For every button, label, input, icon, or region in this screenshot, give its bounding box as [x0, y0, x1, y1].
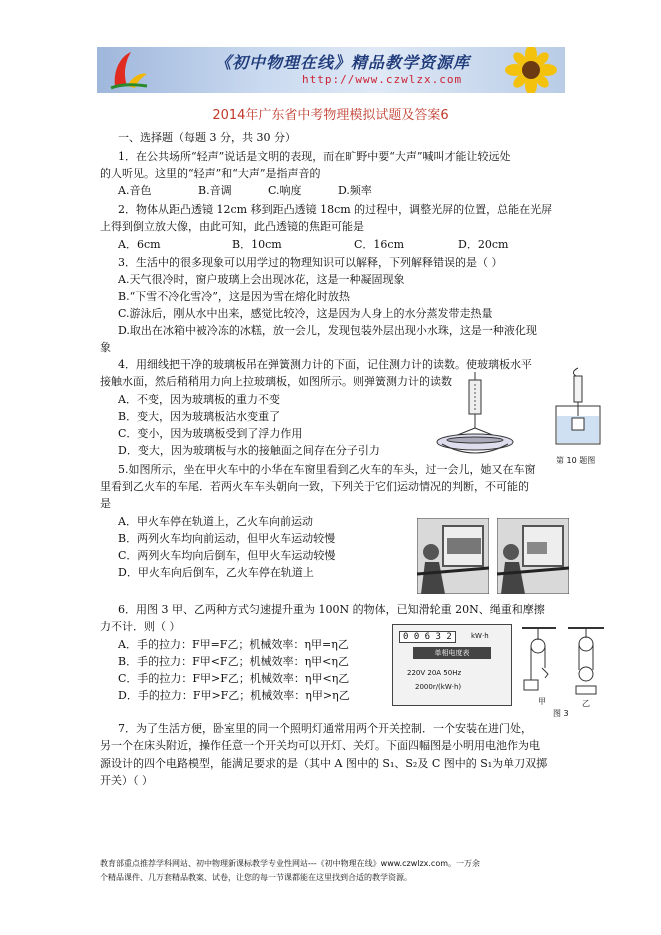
pulley-figure	[516, 626, 606, 706]
q6-option-d: D．手的拉力：F甲>F乙；机械效率：η甲>η乙	[118, 689, 350, 702]
q2-option-b: B．10cm	[232, 238, 282, 251]
q2-option-a: A．6cm	[118, 238, 161, 251]
banner-url[interactable]: http://www.czwlzx.com	[302, 73, 463, 86]
q5-line-1: 5.如图所示，坐在甲火车中的小华在车窗里看到乙火车的车头，过一会儿，她又在车窗	[118, 463, 536, 476]
q5-line-3: 是	[100, 497, 111, 510]
train-window-photo-1	[417, 518, 489, 594]
q1-option-d: D.频率	[338, 184, 372, 197]
q5-option-b: B．两列火车均向前运动，但甲火车运动较慢	[118, 532, 336, 545]
meter-rate: 2000r/(kW·h)	[415, 683, 462, 691]
meter-name: 单相电度表	[413, 647, 491, 659]
q2-line-2: 上得到倒立放大像，由此可知，此凸透镜的焦距可能是	[100, 220, 364, 233]
q3-option-d-cont: 象	[100, 341, 111, 354]
site-logo-icon	[107, 50, 149, 90]
q5-option-d: D．甲火车向后倒车，乙火车停在轨道上	[118, 566, 314, 579]
q6-line-2: 力不计．则（ ）	[100, 620, 181, 633]
q1-line-2: 的人听见。这里的“轻声”和“大声”是指声音的	[100, 167, 321, 180]
q2-line-1: 2．物体从距凸透镜 12cm 移到距凸透镜 18cm 的过程中，调整光屏的位置，总能在光屏	[118, 203, 553, 216]
q5-option-c: C．两列火车均向后倒车，但甲火车运动较慢	[118, 549, 336, 562]
q1-option-c: C.响度	[268, 184, 302, 197]
beaker-figure	[548, 366, 608, 448]
q3-option-d: D.取出在冰箱中被冷冻的冰糕，放一会儿，发现包装外层出现小水珠，这是一种液化现	[118, 324, 537, 337]
footer-line-1: 教育部重点推荐学科网站、初中物理新课标教学专业性网站---《初中物理在线》www.czwlzx.com。一万余	[100, 859, 481, 868]
q4-option-d: D．变大，因为玻璃板与水的接触面之间存在分子引力	[118, 444, 380, 457]
q3-option-c: C.游泳后，刚从水中出来，感觉比较冷，这是因为人身上的水分蒸发带走热量	[118, 307, 493, 320]
q7-line-4: 开关）（ ）	[100, 774, 153, 787]
pulley-label-jia: 甲	[538, 697, 546, 706]
meter-unit: kW·h	[471, 632, 489, 640]
electric-meter-figure	[392, 624, 512, 706]
page-footer	[100, 857, 570, 885]
train-window-photo-2	[497, 518, 569, 594]
page-title: 2014年广东省中考物理模拟试题及答案6	[212, 108, 449, 123]
q4-option-a: A．不变，因为玻璃板的重力不变	[118, 393, 280, 406]
q5-option-a: A．甲火车停在轨道上，乙火车向前运动	[118, 515, 313, 528]
q1-option-a: A.音色	[118, 184, 152, 197]
site-banner	[97, 47, 565, 93]
q4-line-2: 接触水面，然后稍稍用力向上拉玻璃板，如图所示。则弹簧测力计的读数	[100, 375, 452, 388]
meter-digits: 0 0 6 3 2	[399, 631, 456, 643]
q6-figure-caption: 图 3	[553, 709, 569, 718]
q3-option-b: B.“下雪不冷化雪冷”，这是因为雪在熔化时放热	[118, 290, 350, 303]
q6-option-c: C．手的拉力：F甲>F乙；机械效率：η甲<η乙	[118, 672, 350, 685]
q1-option-b: B.音调	[198, 184, 232, 197]
sunflower-icon	[491, 47, 561, 93]
q7-line-1: 7．为了生活方便，卧室里的同一个照明灯通常用两个开关控制．一个安装在进门处，	[118, 722, 532, 735]
q2-option-d: D．20cm	[458, 238, 509, 251]
q6-line-1: 6．用图 3 甲、乙两种方式匀速提升重为 100N 的物体，已知滑轮重 20N、绳重和摩擦	[118, 603, 545, 616]
section-heading: 一、选择题（每题 3 分，共 30 分）	[118, 131, 296, 144]
meter-spec: 220V 20A 50Hz	[407, 669, 462, 677]
q3-line-1: 3．生活中的很多现象可以用学过的物理知识可以解释，下列解释错误的是（ ）	[118, 256, 503, 269]
q2-option-c: C．16cm	[354, 238, 405, 251]
q6-option-b: B．手的拉力：F甲<F乙；机械效率：η甲<η乙	[118, 655, 349, 668]
pulley-label-yi: 乙	[582, 699, 590, 708]
q4-option-b: B．变大，因为玻璃板沾水变重了	[118, 410, 281, 423]
q4-line-1: 4．用细线把干净的玻璃板吊在弹簧测力计的下面，记住测力计的读数。使玻璃板水平	[118, 358, 532, 371]
q7-line-3: 源设计的四个电路模型，能满足要求的是（其中 A 图中的 S₁、S₂及 C 图中的 S₁为单刀双掷	[100, 757, 548, 770]
q6-option-a: A．手的拉力：F甲=F乙；机械效率：η甲=η乙	[118, 638, 349, 651]
q1-line-1: 1．在公共场所“轻声”说话是文明的表现，而在旷野中要“大声”喊叫才能让较远处	[118, 150, 511, 163]
q4-option-c: C．变小，因为玻璃板受到了浮力作用	[118, 427, 303, 440]
q7-line-2: 另一个在床头附近，操作任意一个开关均可以开灯、关灯。下面四幅图是小明用电池作为电	[100, 739, 540, 752]
q3-option-a: A.天气很冷时，窗户玻璃上会出现冰花，这是一种凝固现象	[118, 273, 405, 286]
spring-balance-figure	[430, 372, 520, 458]
q5-line-2: 里看到乙火车的车尾．若两火车车头朝向一致，下列关于它们运动情况的判断，不可能的	[100, 480, 529, 493]
banner-title: 《初中物理在线》精品教学资源库	[215, 53, 471, 72]
footer-line-2: 个精品课件、几万套精品教案、试卷，让您的每一节课都能在这里找到合适的教学资源。	[100, 873, 412, 882]
q4-figure-caption: 第 10 题图	[556, 456, 596, 465]
